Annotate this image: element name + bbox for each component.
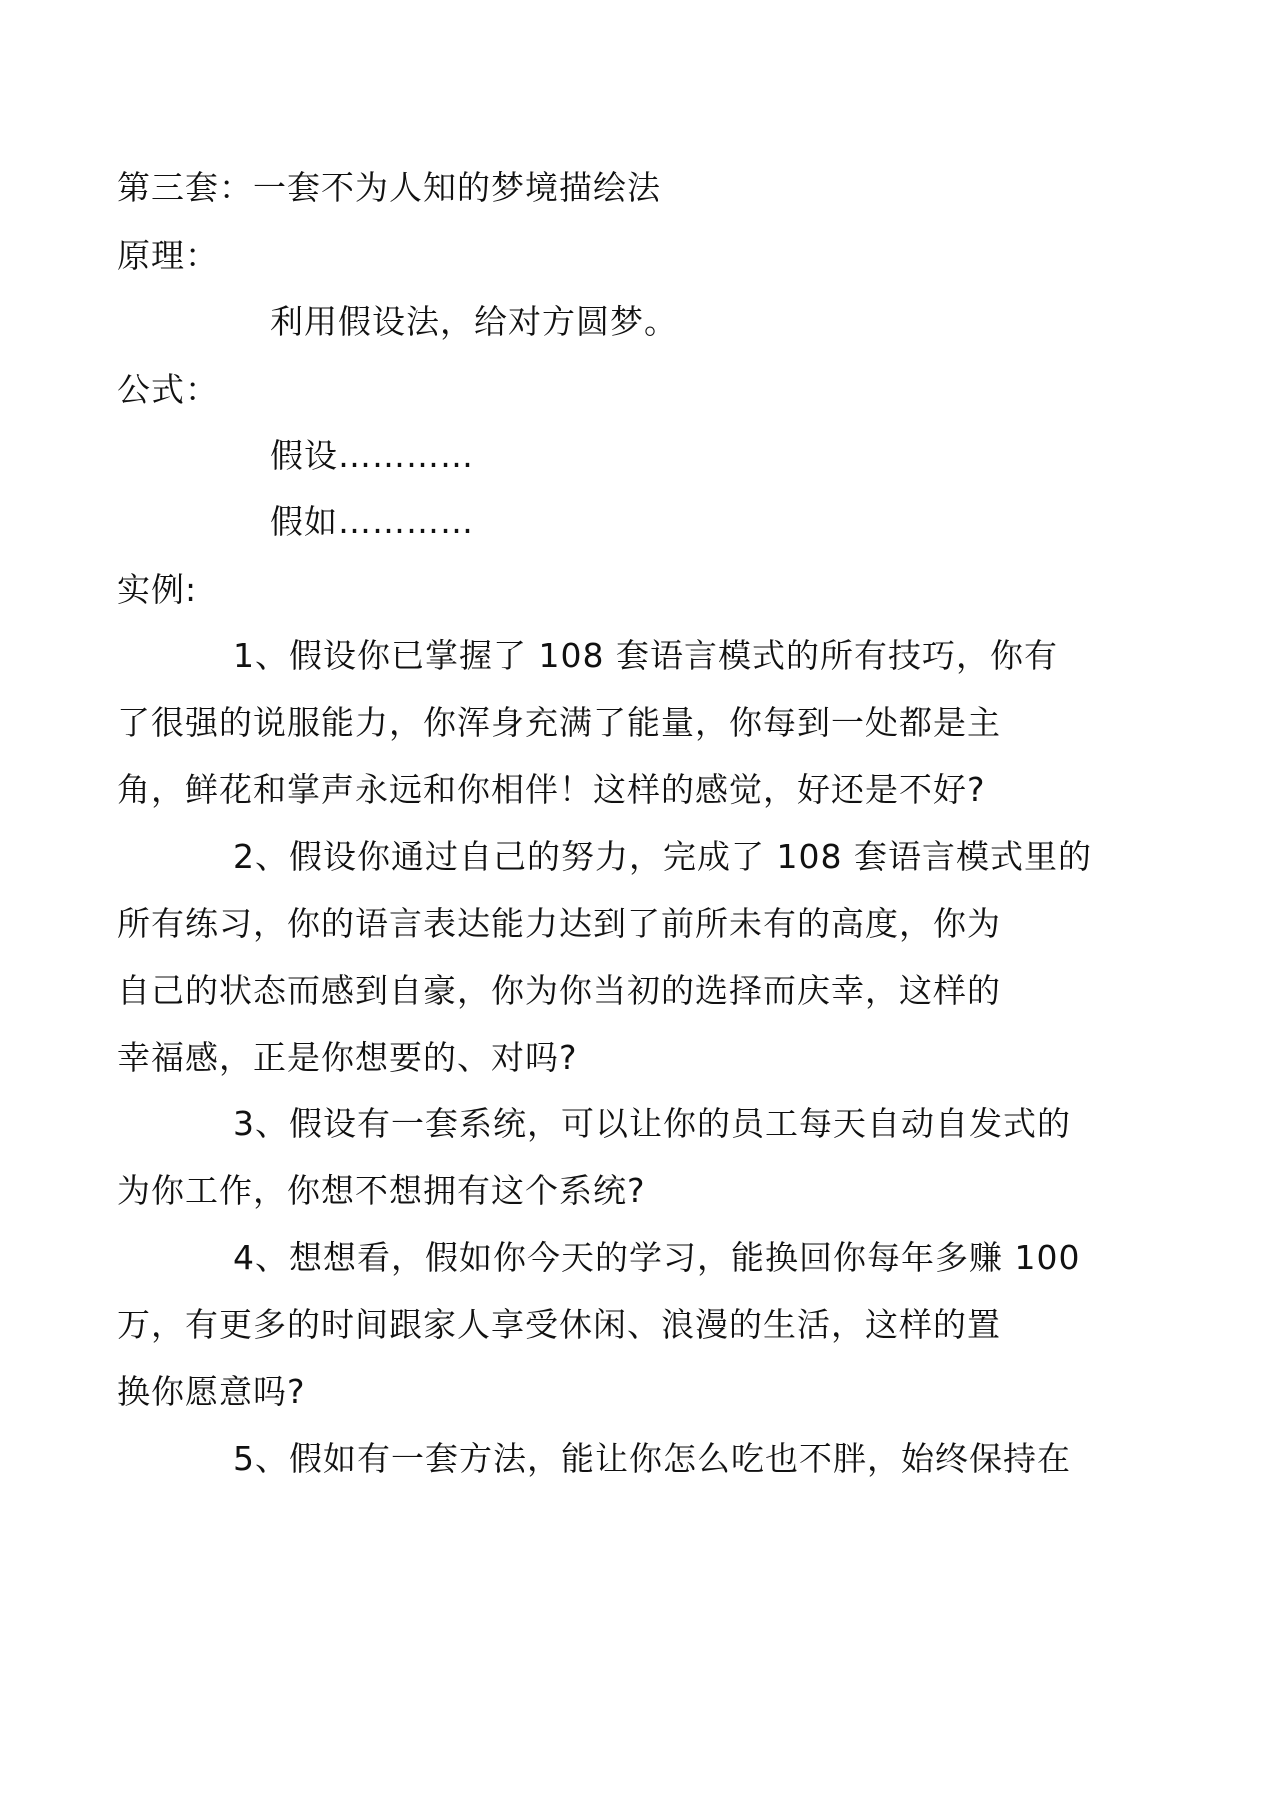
example-line: 角，鲜花和掌声永远和你相伴！这样的感觉，好还是不好? [117,770,986,809]
example-line: 为你工作，你想不想拥有这个系统? [117,1171,646,1210]
principle-label: 原理： [117,236,219,275]
section-title: 第三套：一套不为人知的梦境描绘法 [117,168,661,207]
example-line: 2、假设你通过自己的努力，完成了 108 套语言模式里的 [233,837,1092,876]
example-line: 4、想想看，假如你今天的学习，能换回你每年多赚 100 [233,1238,1081,1277]
example-label: 实例: [117,570,198,609]
example-line: 万，有更多的时间跟家人享受休闲、浪漫的生活，这样的置 [117,1305,1001,1344]
example-line: 5、假如有一套方法，能让你怎么吃也不胖，始终保持在 [233,1439,1071,1478]
example-line: 3、假设有一套系统，可以让你的员工每天自动自发式的 [233,1104,1071,1143]
formula-item: 假如………… [270,502,474,541]
formula-label: 公式： [117,370,219,409]
example-line: 了很强的说服能力，你浑身充满了能量，你每到一处都是主 [117,703,1001,742]
example-line: 自己的状态而感到自豪，你为你当初的选择而庆幸，这样的 [117,971,1001,1010]
example-line: 所有练习，你的语言表达能力达到了前所未有的高度，你为 [117,904,1001,943]
formula-item: 假设………… [270,436,474,475]
example-line: 幸福感，正是你想要的、对吗? [117,1038,578,1077]
example-line: 换你愿意吗? [117,1372,306,1411]
principle-text: 利用假设法，给对方圆梦。 [270,302,678,341]
example-line: 1、假设你已掌握了 108 套语言模式的所有技巧，你有 [233,636,1058,675]
